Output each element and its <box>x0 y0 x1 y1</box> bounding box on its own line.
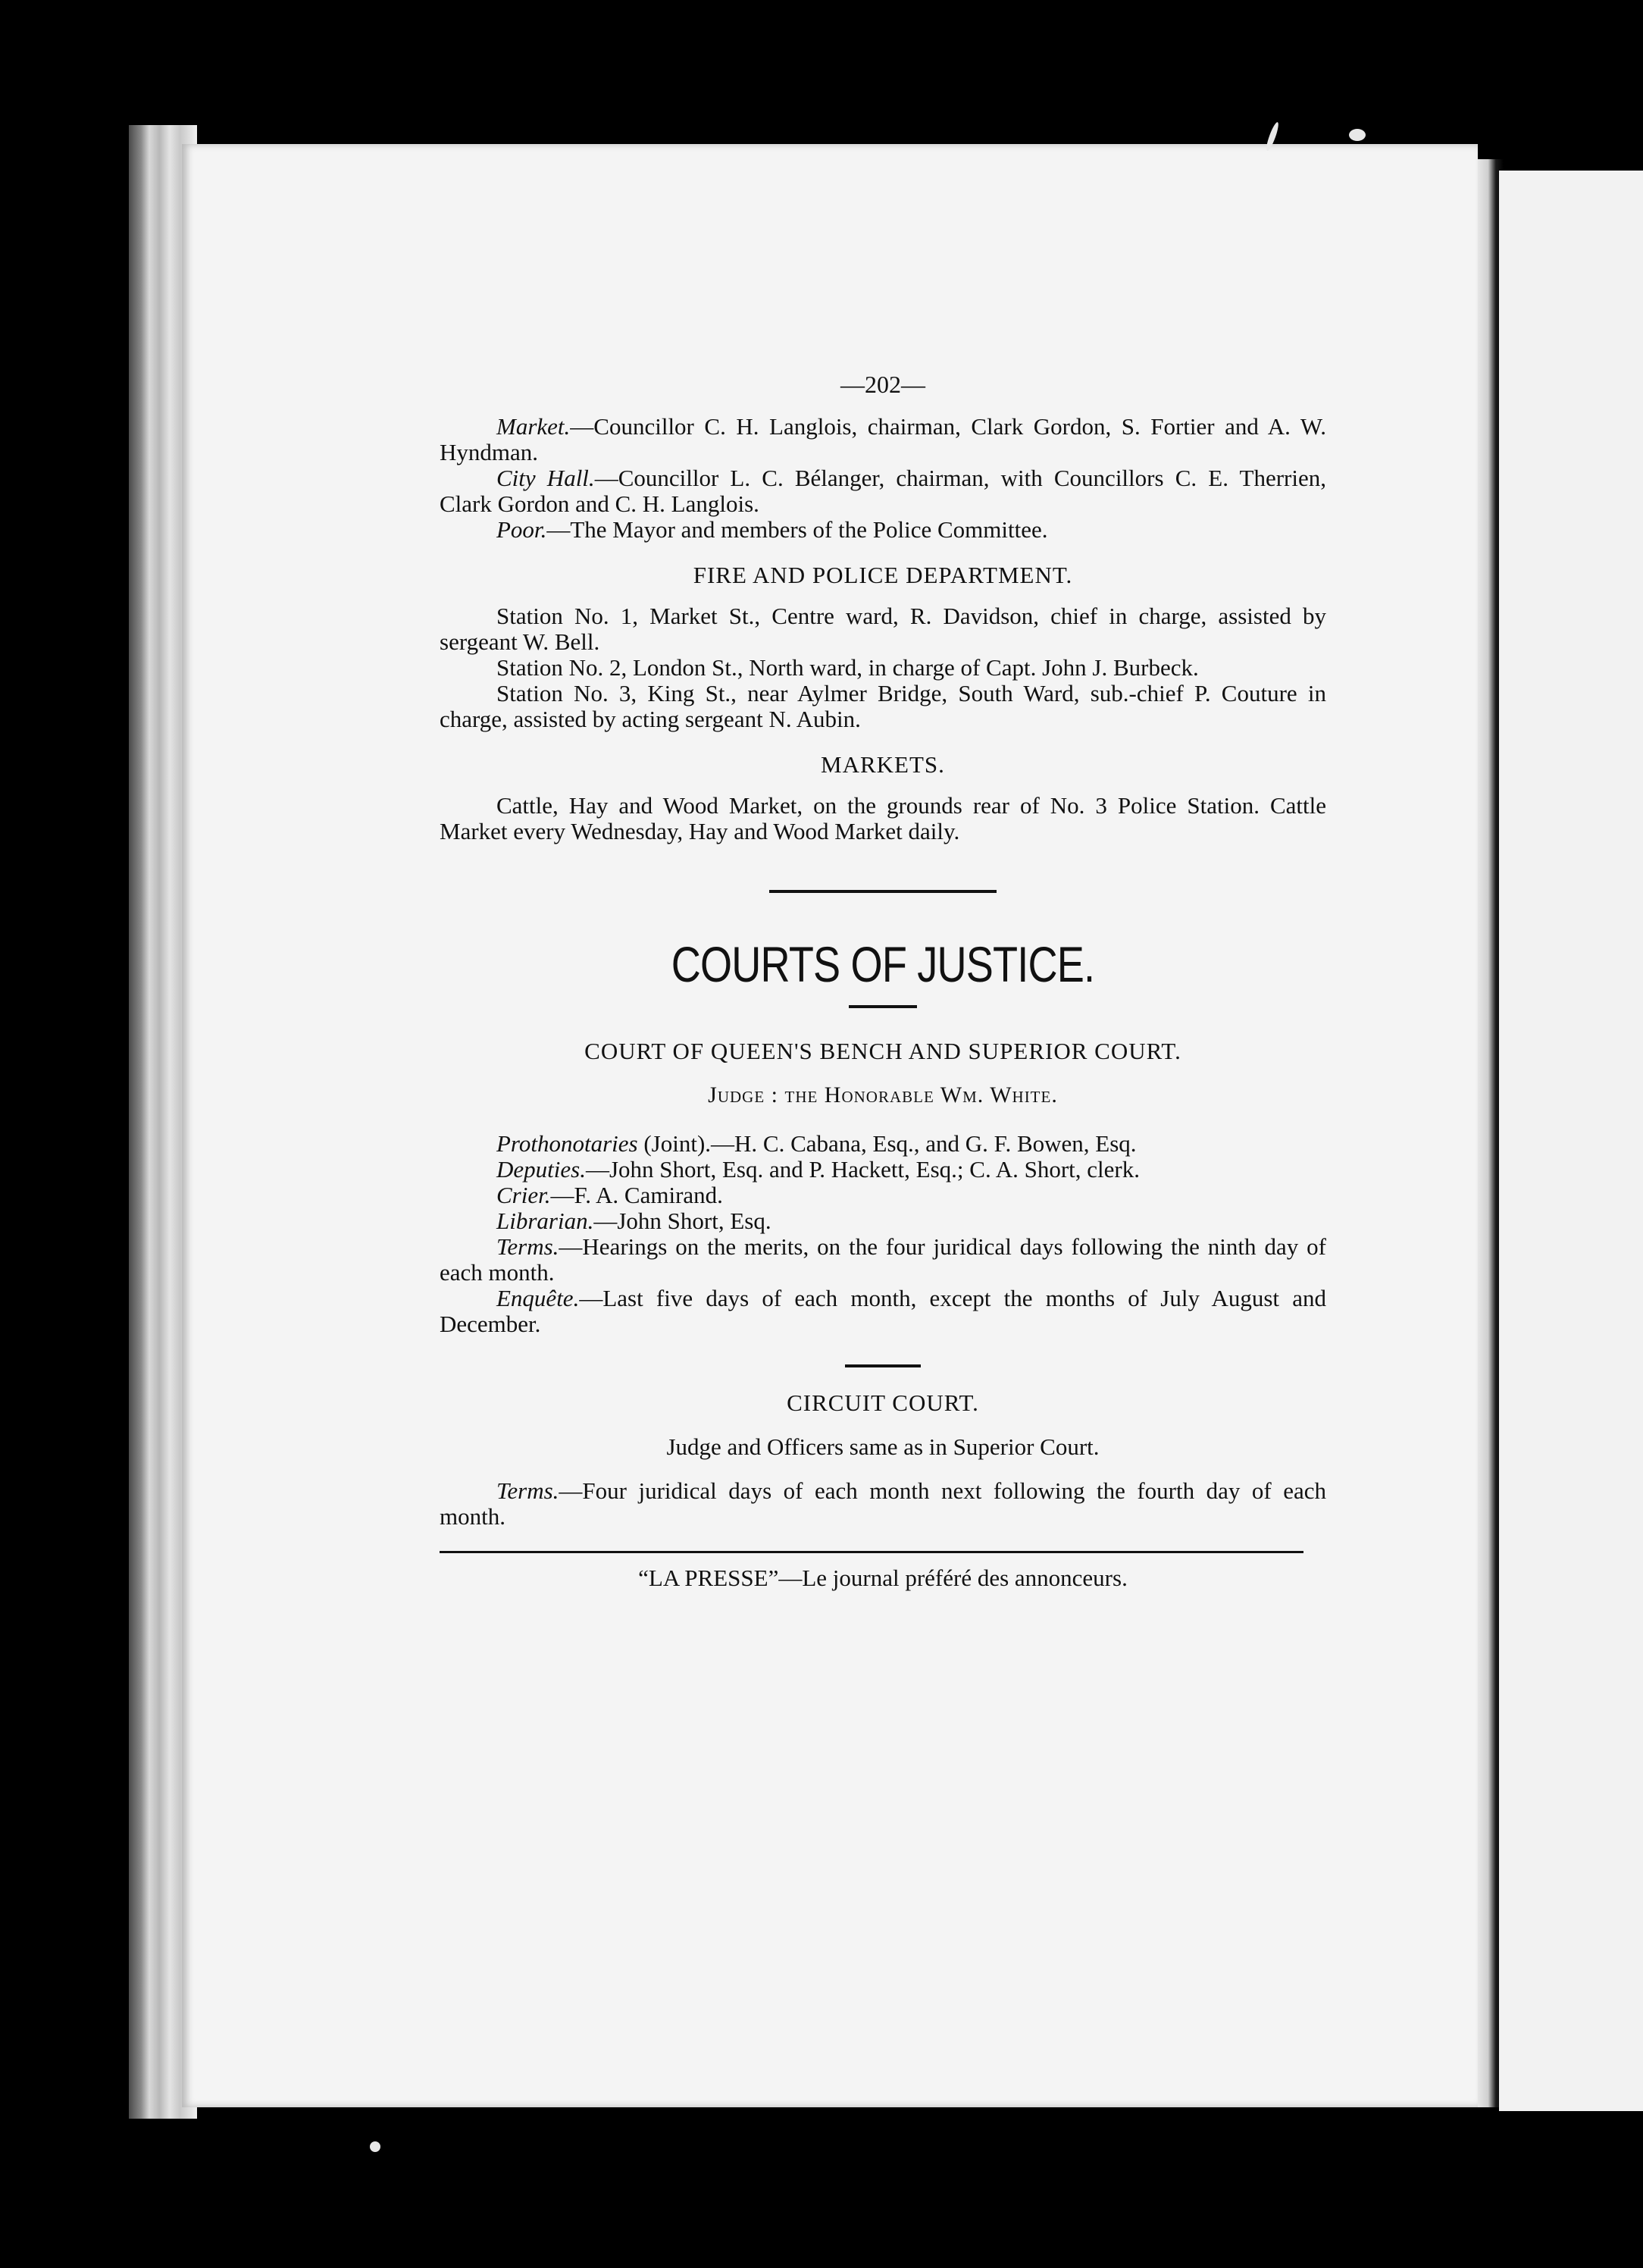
facing-page <box>1499 171 1643 2111</box>
entry-text: —John Short, Esq. <box>593 1208 771 1234</box>
entry-terms <box>440 1234 1326 1286</box>
committee-label: Market. <box>496 413 571 440</box>
circuit-court-terms <box>440 1478 1326 1530</box>
station-2: Station No. 2, London St., North ward, in charge of Capt. John J. Burbeck. <box>496 654 1199 681</box>
committee-city-hall <box>440 465 1326 517</box>
entry-prothonotaries <box>440 1131 1326 1157</box>
dust-speck <box>1349 129 1366 141</box>
entry-text: —Last five days of each month, except the months of July August and December. <box>440 1285 1326 1337</box>
footer-advert: “LA PRESSE”—Le journal préféré des annonceurs. <box>638 1565 1128 1591</box>
entry-text: —Hearings on the merits, on the four juridical days following the ninth day of each month. <box>440 1233 1326 1286</box>
section-divider-short <box>845 1364 921 1367</box>
committee-text: —The Mayor and members of the Police Committee. <box>546 516 1048 543</box>
footer-rule <box>440 1551 1303 1553</box>
entry-deputies <box>440 1157 1326 1183</box>
markets-heading: MARKETS. <box>821 751 945 778</box>
entry-enquete <box>440 1286 1326 1337</box>
judge-line: Judge : the Honorable Wm. White. <box>708 1082 1058 1107</box>
courts-title: COURTS OF JUSTICE. <box>671 936 1095 992</box>
committee-market <box>440 414 1326 465</box>
entry-label: Librarian. <box>496 1208 594 1234</box>
entry-label: Terms. <box>496 1477 559 1504</box>
entry-crier <box>440 1183 1326 1208</box>
title-underline <box>849 1005 917 1008</box>
dust-speck <box>370 2141 380 2152</box>
committee-text: —Councillor L. C. Bélanger, chairman, with Councillors C. E. Therrien, Clark Gordon and C. H. Langlois. <box>440 465 1327 517</box>
entry-text: —F. A. Camirand. <box>550 1182 723 1208</box>
committee-label: City Hall. <box>496 465 595 491</box>
station-1: Station No. 1, Market St., Centre ward, R. Davidson, chief in charge, assisted by sergeant W. Bell. <box>440 603 1326 655</box>
circuit-court-heading: CIRCUIT COURT. <box>787 1389 979 1416</box>
entry-label: Crier. <box>496 1182 551 1208</box>
section-divider <box>769 890 997 893</box>
committee-label: Poor. <box>496 516 547 543</box>
entry-label: Prothonotaries <box>496 1130 638 1157</box>
entry-text: —John Short, Esq. and P. Hackett, Esq.; C. A. Short, clerk. <box>585 1156 1140 1183</box>
page-content <box>440 364 1326 1591</box>
fire-police-heading: FIRE AND POLICE DEPARTMENT. <box>693 562 1073 588</box>
committee-text: —Councillor C. H. Langlois, chairman, Clark Gordon, S. Fortier and A. W. Hyndman. <box>440 413 1326 465</box>
queens-bench-heading: COURT OF QUEEN'S BENCH AND SUPERIOR COURT. <box>584 1038 1181 1064</box>
entry-label: Terms. <box>496 1233 559 1260</box>
entry-label: Enquête. <box>496 1285 580 1311</box>
circuit-court-note: Judge and Officers same as in Superior Court. <box>666 1433 1100 1460</box>
entry-text: (Joint).—H. C. Cabana, Esq., and G. F. Bowen, Esq. <box>637 1130 1137 1157</box>
page-number: —202— <box>840 371 925 398</box>
markets-text: Cattle, Hay and Wood Market, on the grounds rear of No. 3 Police Station. Cattle Market every Wednesday, Hay and Wood Market daily. <box>440 792 1326 844</box>
entry-label: Deputies. <box>496 1156 586 1183</box>
entry-text: —Four juridical days of each month next following the fourth day of each month. <box>440 1477 1326 1530</box>
entry-librarian <box>440 1208 1326 1234</box>
station-3: Station No. 3, King St., near Aylmer Bridge, South Ward, sub.-chief P. Couture in charge, assisted by acting sergeant N. Aubin. <box>440 680 1326 732</box>
committee-poor <box>440 517 1326 543</box>
